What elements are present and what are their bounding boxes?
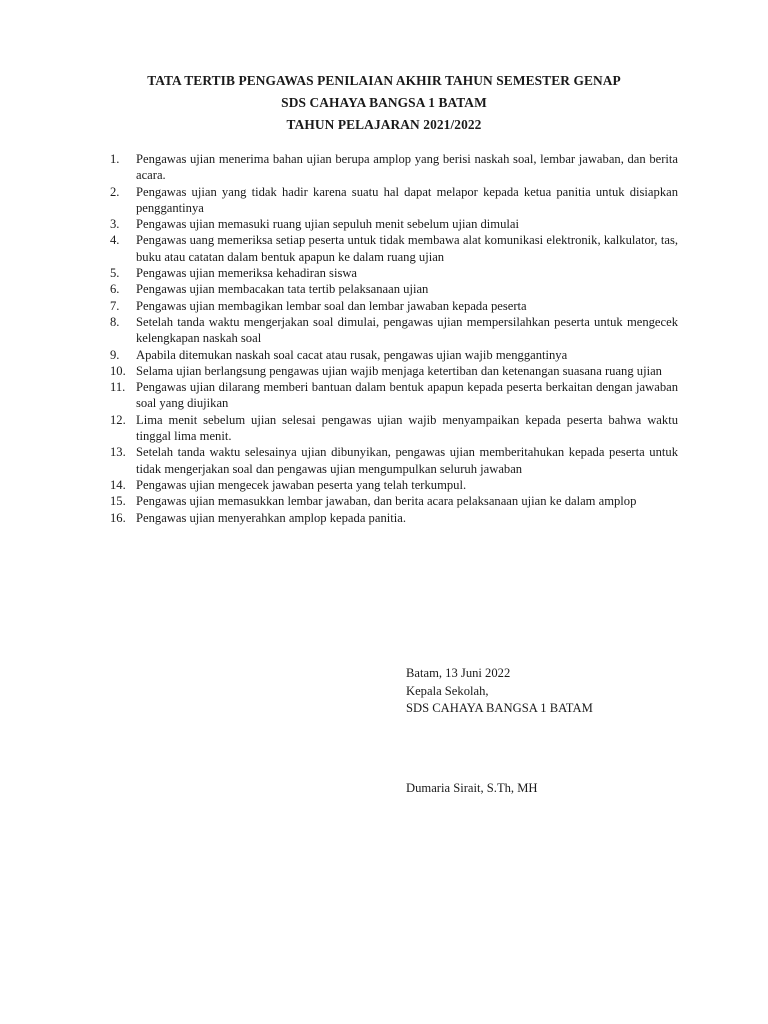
- rule-text: Setelah tanda waktu mengerjakan soal dimulai, pengawas ujian mempersilahkan peserta untuk mengecek kelengkapan naskah soal: [136, 314, 678, 346]
- rule-text: Pengawas ujian membagikan lembar soal dan lembar jawaban kepada peserta: [136, 298, 527, 313]
- rule-text: Pengawas ujian membacakan tata tertib pelaksanaan ujian: [136, 282, 429, 297]
- rule-item: [110, 347, 678, 363]
- rule-text: Setelah tanda waktu selesainya ujian dibunyikan, pengawas ujian memberitahukan kepada peserta untuk tidak mengerjakan soal dan pengawas ujian mengumpulkan seluruh jawaban: [136, 445, 678, 476]
- rule-item: [110, 216, 678, 232]
- rule-text: Pengawas ujian memasukkan lembar jawaban, dan berita acara pelaksanaan ujian ke dalam amplop: [136, 494, 637, 509]
- rule-number: 13.: [110, 445, 126, 460]
- rule-number: 8.: [110, 314, 120, 329]
- signature-position: Kepala Sekolah,: [406, 683, 489, 698]
- document-header: [90, 70, 678, 136]
- rule-text: Pengawas ujian memasuki ruang ujian sepuluh menit sebelum ujian dimulai: [136, 217, 519, 232]
- rule-number: 1.: [110, 152, 120, 166]
- rule-item: [110, 412, 678, 445]
- rule-item: [110, 232, 678, 265]
- rule-number: 16.: [110, 510, 126, 525]
- rule-number: 10.: [110, 363, 126, 378]
- rule-item: [110, 184, 678, 217]
- header-title: TATA TERTIB PENGAWAS PENILAIAN AKHIR TAHUN SEMESTER GENAP: [147, 73, 621, 88]
- rule-number: 15.: [110, 494, 126, 509]
- rule-item: [110, 493, 678, 509]
- rule-text: Lima menit sebelum ujian selesai pengawas ujian wajib menyampaikan kepada peserta bahwa waktu tinggal lima menit.: [136, 412, 678, 444]
- rule-item: [110, 379, 678, 412]
- rule-number: 5.: [110, 266, 120, 281]
- header-school: SDS CAHAYA BANGSA 1 BATAM: [281, 95, 487, 110]
- rule-text: Pengawas ujian mengecek jawaban peserta yang telah terkumpul.: [136, 477, 467, 492]
- rule-text: Pengawas ujian dilarang memberi bantuan dalam bentuk apapun kepada peserta berkaitan dengan jawaban soal yang diujikan: [136, 380, 678, 411]
- rule-text: Pengawas ujian menerima bahan ujian berupa amplop yang berisi naskah soal, lembar jawaban, dan berita acara.: [136, 152, 678, 183]
- rule-number: 11.: [110, 380, 126, 395]
- rule-item: [110, 510, 678, 526]
- rule-text: Selama ujian berlangsung pengawas ujian wajib menjaga ketertiban dan ketenangan suasana ruang ujian: [136, 363, 662, 378]
- rule-number: 12.: [110, 412, 126, 427]
- rule-number: 4.: [110, 233, 120, 248]
- rules-list: [110, 151, 678, 526]
- signature-place-date: Batam, 13 Juni 2022: [406, 666, 511, 680]
- rule-item: [110, 281, 678, 297]
- rule-number: 6.: [110, 282, 120, 297]
- rule-item: [110, 444, 678, 477]
- rule-number: 7.: [110, 298, 120, 313]
- rule-text: Pengawas ujian yang tidak hadir karena suatu hal dapat melapor kepada ketua panitia untuk disiapkan penggantinya: [136, 184, 678, 215]
- rule-number: 3.: [110, 217, 120, 232]
- rule-number: 14.: [110, 477, 126, 492]
- signer-name: Dumaria Sirait, S.Th, MH: [406, 781, 538, 795]
- signature-block: [406, 665, 593, 718]
- rule-text: Pengawas uang memeriksa setiap peserta untuk tidak membawa alat komunikasi elektronik, kalkulator, tas, buku atau catatan dalam bentuk apapun ke dalam ruang ujian: [136, 233, 678, 264]
- rule-number: 2.: [110, 184, 120, 199]
- signature-school: SDS CAHAYA BANGSA 1 BATAM: [406, 701, 593, 715]
- header-academic-year: TAHUN PELAJARAN 2021/2022: [286, 117, 482, 132]
- rule-item: [110, 298, 678, 314]
- rule-text: Pengawas ujian menyerahkan amplop kepada panitia.: [136, 510, 406, 525]
- rule-item: [110, 363, 678, 379]
- rule-number: 9.: [110, 347, 120, 362]
- rule-text: Apabila ditemukan naskah soal cacat atau rusak, pengawas ujian wajib menggantinya: [136, 347, 568, 362]
- rule-item: [110, 151, 678, 184]
- rule-item: [110, 314, 678, 347]
- rule-text: Pengawas ujian memeriksa kehadiran siswa: [136, 266, 358, 281]
- rule-item: [110, 265, 678, 281]
- rule-item: [110, 477, 678, 493]
